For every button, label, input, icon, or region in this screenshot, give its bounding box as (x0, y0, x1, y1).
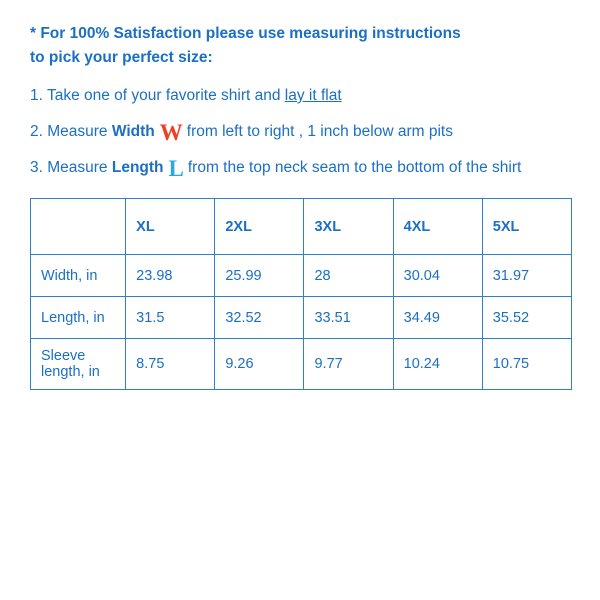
step-3 (30, 156, 572, 180)
size-table (30, 198, 572, 390)
column-header-5xl: 5XL (482, 199, 571, 255)
step-1-emphasis: lay it flat (284, 87, 342, 105)
cell-length-4xl: 34.49 (393, 297, 482, 339)
row-label-width: Width, in (31, 255, 126, 297)
cell-width-3xl: 28 (304, 255, 393, 297)
cell-length-2xl: 32.52 (215, 297, 304, 339)
step-2 (30, 120, 572, 144)
cell-width-4xl: 30.04 (393, 255, 482, 297)
step-3-keyword: Length (111, 159, 164, 177)
table-header-row (31, 199, 572, 255)
cell-length-xl: 31.5 (126, 297, 215, 339)
column-header-4xl: 4XL (393, 199, 482, 255)
cell-sleeve-5xl: 10.75 (482, 339, 571, 390)
step-1-number: 1. (30, 87, 43, 105)
cell-width-xl: 23.98 (126, 255, 215, 297)
cell-width-5xl: 31.97 (482, 255, 571, 297)
step-2-text-after: from left to right , 1 inch below arm pits (186, 123, 453, 141)
column-header-2xl: 2XL (215, 199, 304, 255)
step-3-text-before: Measure (47, 159, 112, 177)
table-row (31, 297, 572, 339)
table-corner-cell (31, 199, 126, 255)
step-3-text-after: from the top neck seam to the bottom of the shirt (187, 159, 522, 177)
column-header-3xl: 3XL (304, 199, 393, 255)
column-header-xl: XL (126, 199, 215, 255)
intro-text (30, 22, 572, 70)
cell-length-3xl: 33.51 (304, 297, 393, 339)
cell-length-5xl: 35.52 (482, 297, 571, 339)
cell-sleeve-xl: 8.75 (126, 339, 215, 390)
intro-line-2: to pick your perfect size: (30, 49, 213, 67)
step-2-keyword: Width (111, 123, 155, 141)
width-letter-icon: W (159, 120, 183, 146)
step-3-number: 3. (30, 159, 43, 177)
step-2-text-before: Measure (47, 123, 112, 141)
table-row (31, 255, 572, 297)
cell-sleeve-4xl: 10.24 (393, 339, 482, 390)
table-row (31, 339, 572, 390)
row-label-sleeve-length: Sleeve length, in (31, 339, 126, 390)
step-1-text: Take one of your favorite shirt and (46, 87, 285, 105)
intro-line-1: * For 100% Satisfaction please use measuring instructions (30, 25, 461, 42)
step-1 (30, 84, 572, 108)
cell-sleeve-3xl: 9.77 (304, 339, 393, 390)
length-letter-icon: L (168, 156, 184, 182)
cell-width-2xl: 25.99 (215, 255, 304, 297)
step-2-number: 2. (30, 123, 43, 141)
cell-sleeve-2xl: 9.26 (215, 339, 304, 390)
row-label-length: Length, in (31, 297, 126, 339)
